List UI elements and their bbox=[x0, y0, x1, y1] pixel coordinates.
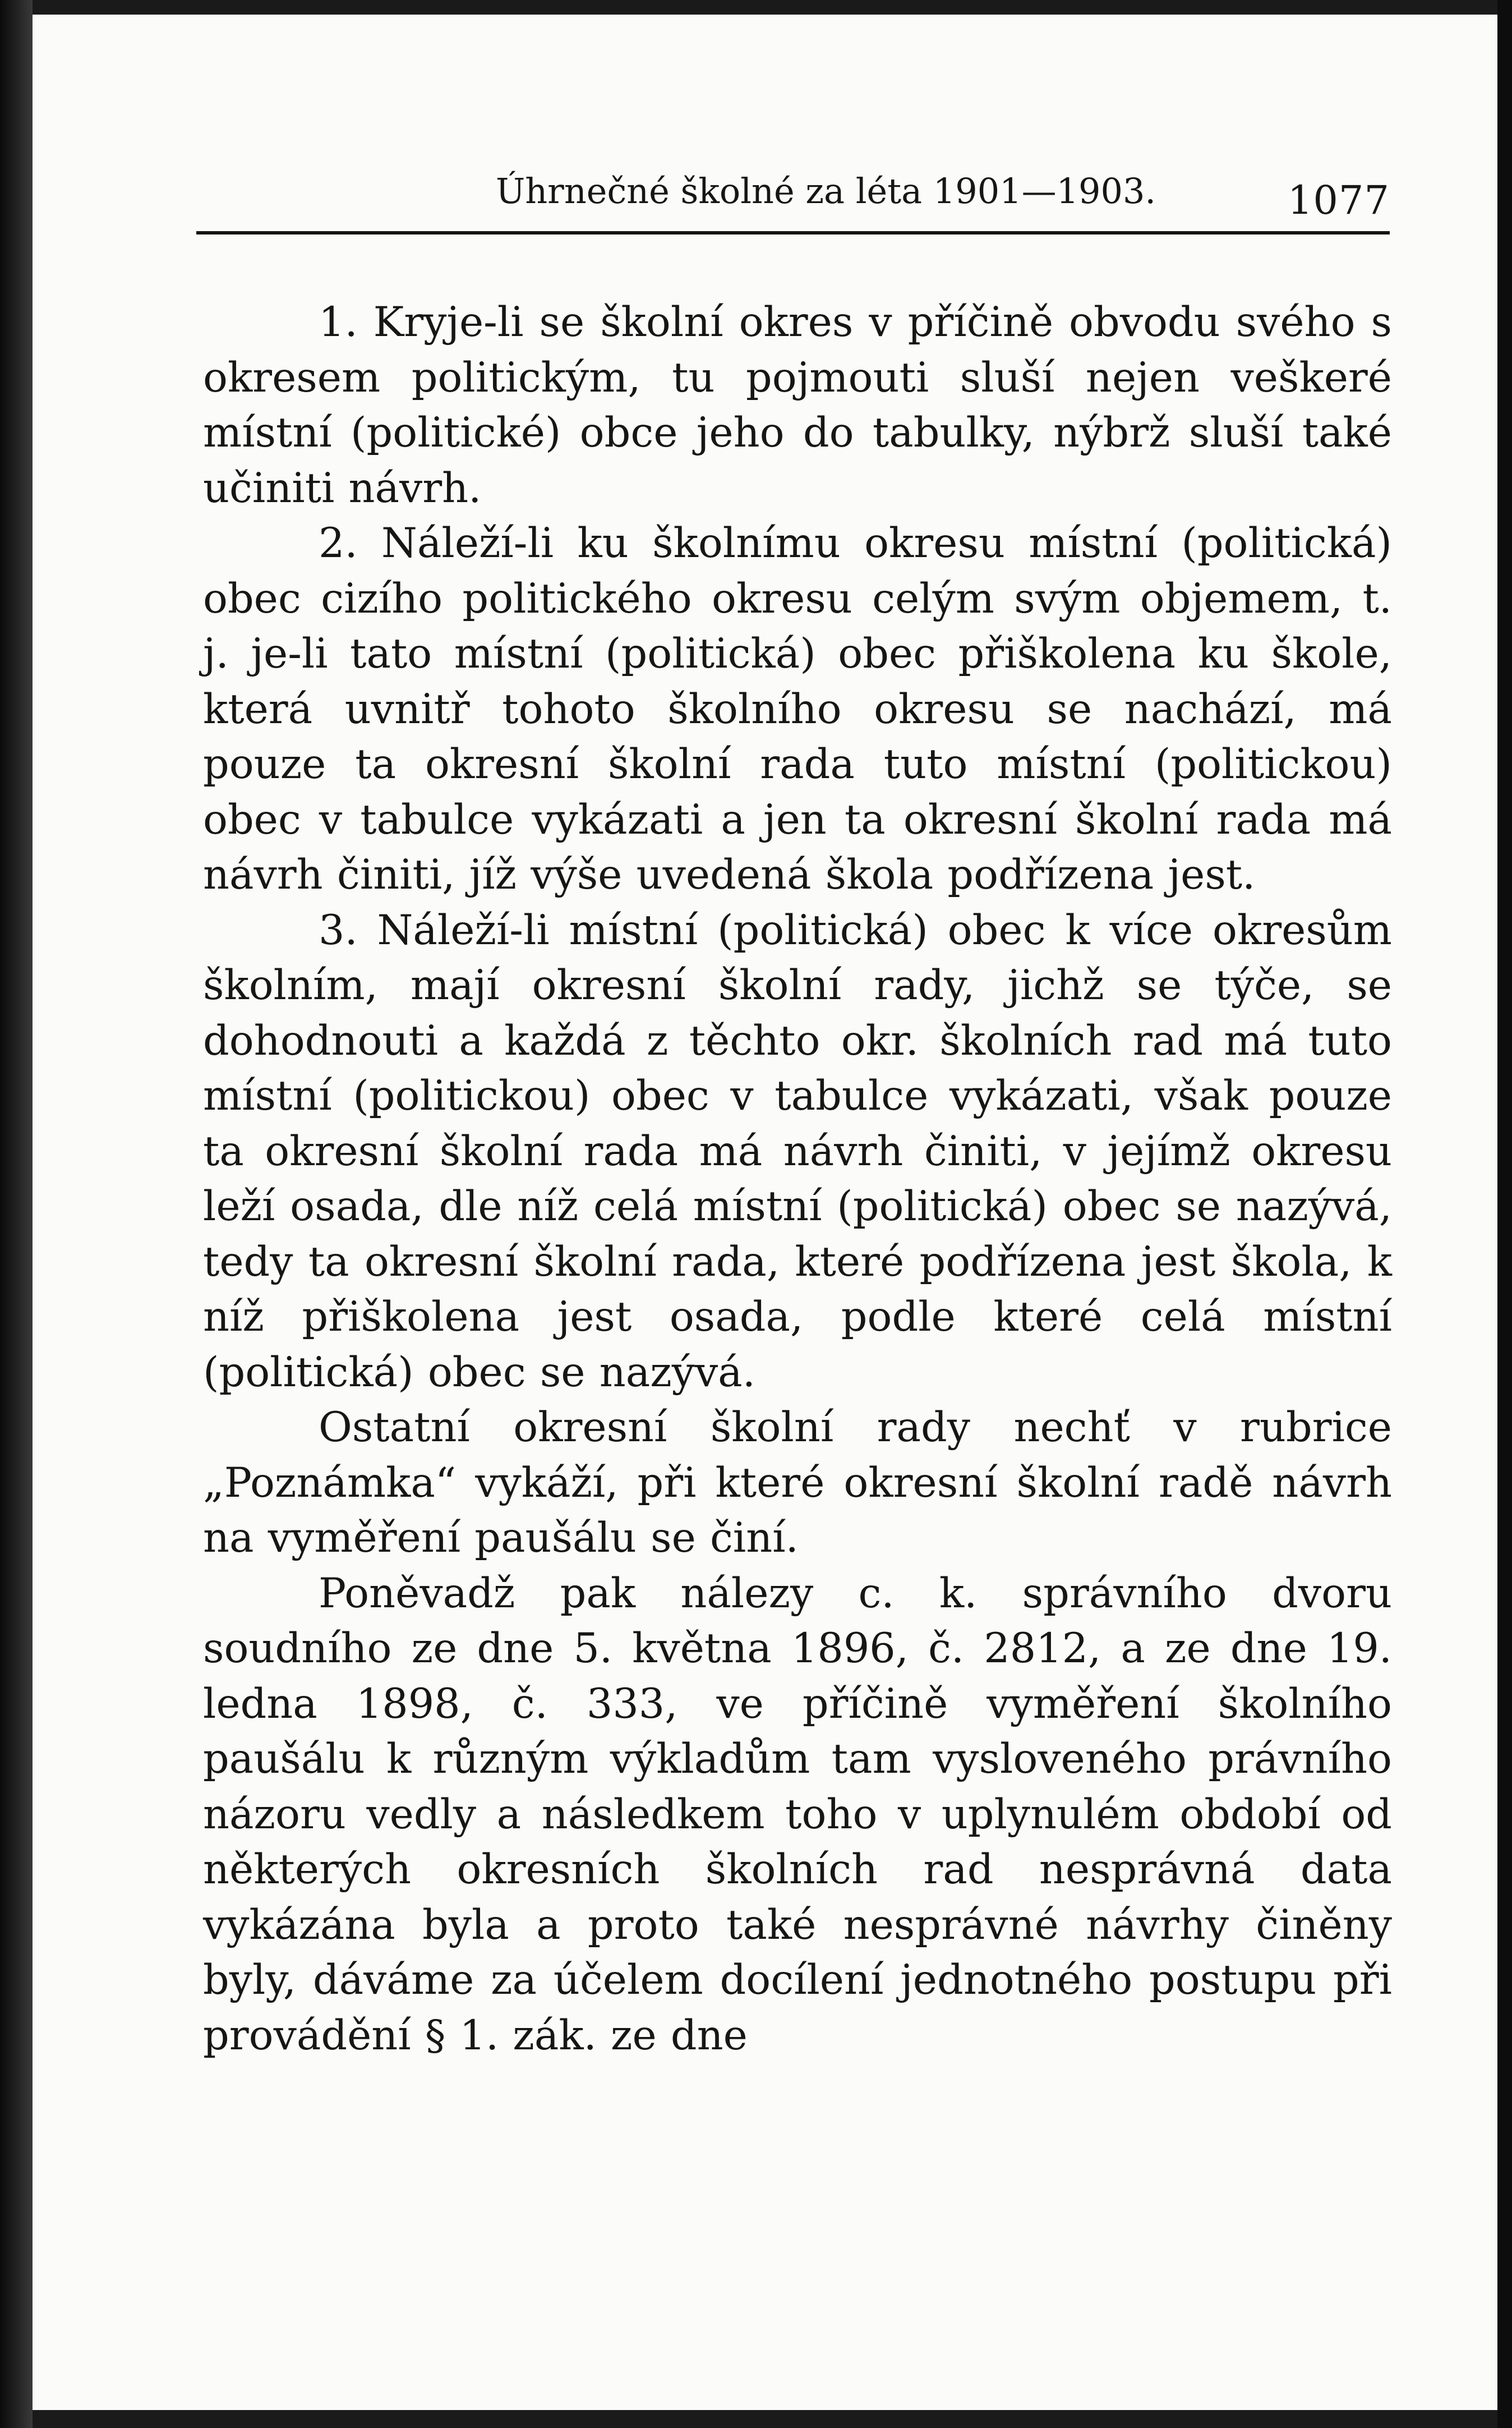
page-header bbox=[196, 168, 1390, 230]
paragraph-2: 2. Náleží-li ku školnímu okresu místní (politická) obec cizího politického okresu celým svým objemem, t. j. je-li tato místní (politická) obec přiškolena ku škole, která uvnitř tohoto školního okresu se nachází, má pouze ta okresní školní rada tuto místní (politickou) obec v tabulce vykázati a jen ta okresní školní rada má návrh činiti, jíž výše uvedená škola podřízena jest. bbox=[203, 519, 1392, 899]
paragraph-3: 3. Náleží-li místní (politická) obec k více okresům školním, mají okresní školní rady, jichž se týče, se dohodnouti a každá z těchto okr. školních rad má tuto místní (politickou) obec v tabulce vykázati, však pouze ta okresní školní rada má návrh činiti, v jejímž okresu leží osada, dle níž celá místní (politická) obec se nazývá, tedy ta okresní školní rada, které podřízena jest škola, k níž přiškolena jest osada, podle které celá místní (politická) obec se nazývá. bbox=[203, 906, 1392, 1396]
page-number: 1077 bbox=[1287, 177, 1390, 223]
paragraph-1: 1. Kryje-li se školní okres v příčině obvodu svého s okresem politickým, tu pojmouti sluší nejen veškeré místní (politické) obce jeho do tabulky, nýbrž sluší také učiniti návrh. bbox=[203, 298, 1392, 512]
scan-right-edge bbox=[1497, 0, 1512, 2428]
body-text bbox=[203, 295, 1392, 2063]
paragraph-5: Poněvadž pak nálezy c. k. správního dvoru soudního ze dne 5. května 1896, č. 2812, a ze dne 19. ledna 1898, č. 333, ve příčině vyměření školního paušálu k různým výkladům tam vysloveného právního názoru vedly a následkem toho v uplynulém období od některých okresních školních rad nesprávná data vykázána byla a proto také nesprávné návrhy činěny byly, dáváme za účelem docílení jednotného postupu při provádění § 1. zák. ze dne bbox=[203, 1569, 1392, 2059]
header-rule bbox=[196, 231, 1390, 234]
paragraph-4: Ostatní okresní školní rady nechť v rubrice „Poznámka“ vykáží, při které okresní školní radě návrh na vyměření paušálu se činí. bbox=[203, 1404, 1392, 1562]
scan-left-edge bbox=[0, 0, 33, 2428]
running-title: Úhrnečné školné za léta 1901—1903. bbox=[496, 171, 1156, 211]
book-page bbox=[33, 15, 1497, 2410]
